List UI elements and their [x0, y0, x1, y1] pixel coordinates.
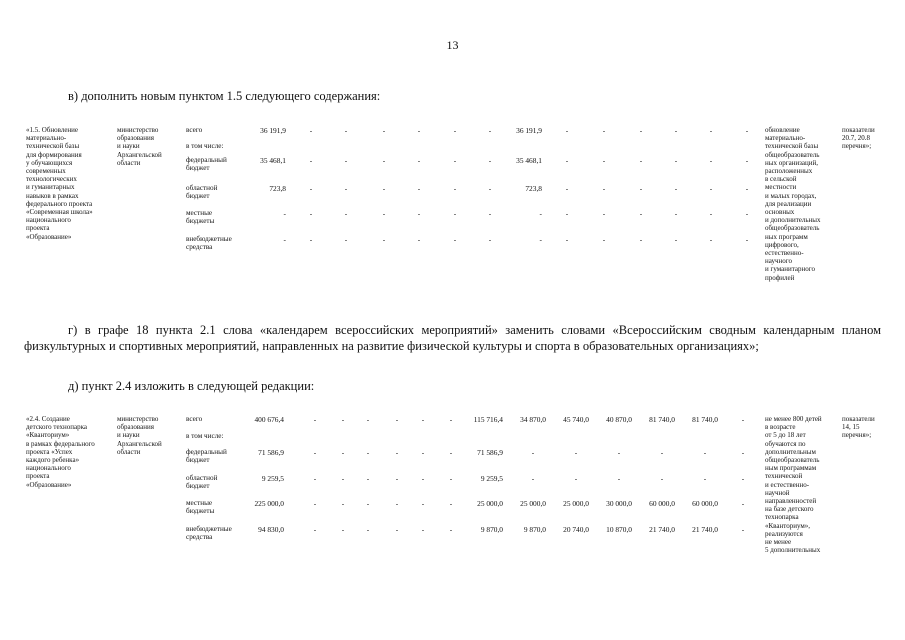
empty-cell-dash: -: [313, 499, 317, 508]
funding-year-value: 71 586,9: [477, 448, 503, 457]
empty-cell-dash: -: [453, 156, 457, 165]
empty-cell-dash: -: [453, 184, 457, 193]
funding-label: местные бюджеты: [186, 499, 215, 516]
row-result: не менее 800 детей в возрасте от 5 до 18 лет обучаются по дополнительным общеобразователь ным программам технической и естественно- научной направленностей на базе детского технопарка «Кванториум», реализуются не менее 5 дополнительных: [765, 415, 822, 555]
empty-cell-dash: -: [395, 525, 399, 534]
funding-year-value: 25 000,0: [477, 499, 503, 508]
funding-label: федеральный бюджет: [186, 448, 227, 465]
empty-cell-dash: -: [741, 415, 745, 424]
funding-total: 225 000,0: [254, 499, 284, 508]
empty-cell-dash: -: [449, 474, 453, 483]
empty-cell-dash: -: [382, 235, 386, 244]
funding-year-value: 9 259,5: [480, 474, 503, 483]
funding-year-value: 9 870,0: [523, 525, 546, 534]
paragraph-d: д) пункт 2.4 изложить в следующей редакции:: [68, 379, 315, 393]
empty-cell-dash: -: [309, 184, 313, 193]
empty-cell-dash: -: [660, 448, 664, 457]
row-indicators: показатели 14, 15 перечня»;: [842, 415, 875, 440]
empty-cell-dash: -: [488, 184, 492, 193]
row-name: «1.5. Обновление материально- технической базы для формирования у обучающихся современных технологических и гуманитарных навыков в рамках федерального проекта «Современная школа» национального проекта «Образование»: [26, 126, 93, 241]
empty-cell-dash: -: [674, 209, 678, 218]
empty-cell-dash: -: [745, 126, 749, 135]
empty-cell-dash: -: [639, 184, 643, 193]
empty-cell-dash: -: [745, 235, 749, 244]
funding-year-value: -: [539, 209, 542, 218]
empty-cell-dash: -: [617, 448, 621, 457]
empty-cell-dash: -: [309, 209, 313, 218]
empty-cell-dash: -: [382, 126, 386, 135]
funding-label: внебюджетные средства: [186, 525, 232, 542]
funding-total: 723,8: [269, 184, 286, 193]
empty-cell-dash: -: [417, 156, 421, 165]
funding-total: 94 830,0: [258, 525, 284, 534]
empty-cell-dash: -: [313, 448, 317, 457]
funding-year-value: 40 870,0: [606, 415, 632, 424]
empty-cell-dash: -: [309, 126, 313, 135]
funding-label: всего: [186, 126, 203, 134]
paragraph-g: г) в графе 18 пункта 2.1 слова «календарем всероссийских мероприятий» заменить словами «Всероссийским сводным календарным планом физкультурных и спортивных мероприятий, направленных на развитие физической культуры и спорта в образовательных организациях»;: [24, 323, 881, 353]
empty-cell-dash: -: [531, 448, 535, 457]
funding-label: всего: [186, 415, 203, 423]
empty-cell-dash: -: [709, 209, 713, 218]
empty-cell-dash: -: [366, 499, 370, 508]
empty-cell-dash: -: [709, 126, 713, 135]
paragraph-v: в) дополнить новым пунктом 1.5 следующего содержания:: [68, 89, 381, 103]
empty-cell-dash: -: [745, 156, 749, 165]
empty-cell-dash: -: [421, 525, 425, 534]
funding-year-value: 34 870,0: [520, 415, 546, 424]
empty-cell-dash: -: [703, 474, 707, 483]
funding-year-value: 723,8: [525, 184, 542, 193]
empty-cell-dash: -: [531, 474, 535, 483]
empty-cell-dash: -: [602, 126, 606, 135]
empty-cell-dash: -: [313, 525, 317, 534]
empty-cell-dash: -: [417, 235, 421, 244]
empty-cell-dash: -: [660, 474, 664, 483]
empty-cell-dash: -: [488, 126, 492, 135]
empty-cell-dash: -: [639, 235, 643, 244]
funding-total: 36 191,9: [260, 126, 286, 135]
empty-cell-dash: -: [344, 156, 348, 165]
empty-cell-dash: -: [341, 448, 345, 457]
empty-cell-dash: -: [674, 184, 678, 193]
funding-year-value: 25 000,0: [520, 499, 546, 508]
page-number: 13: [446, 38, 459, 52]
funding-label: внебюджетные средства: [186, 235, 232, 252]
empty-cell-dash: -: [421, 415, 425, 424]
funding-year-value: 115 716,4: [473, 415, 503, 424]
funding-year-value: 45 740,0: [563, 415, 589, 424]
funding-total: -: [283, 235, 286, 244]
funding-year-value: 35 468,1: [516, 156, 542, 165]
empty-cell-dash: -: [639, 209, 643, 218]
empty-cell-dash: -: [344, 126, 348, 135]
row-executor: министерство образования и науки Архангельской области: [117, 126, 162, 167]
empty-cell-dash: -: [741, 499, 745, 508]
funding-year-value: 21 740,0: [692, 525, 718, 534]
empty-cell-dash: -: [341, 474, 345, 483]
empty-cell-dash: -: [574, 474, 578, 483]
funding-total: 400 676,4: [254, 415, 284, 424]
empty-cell-dash: -: [674, 235, 678, 244]
funding-total: -: [283, 209, 286, 218]
row-executor: министерство образования и науки Архангельской области: [117, 415, 162, 456]
empty-cell-dash: -: [309, 156, 313, 165]
funding-year-value: 25 000,0: [563, 499, 589, 508]
empty-cell-dash: -: [574, 448, 578, 457]
empty-cell-dash: -: [565, 156, 569, 165]
empty-cell-dash: -: [565, 235, 569, 244]
empty-cell-dash: -: [421, 448, 425, 457]
funding-year-value: 81 740,0: [649, 415, 675, 424]
empty-cell-dash: -: [453, 126, 457, 135]
empty-cell-dash: -: [741, 525, 745, 534]
empty-cell-dash: -: [417, 184, 421, 193]
funding-year-value: 30 000,0: [606, 499, 632, 508]
funding-label: областной бюджет: [186, 184, 218, 201]
empty-cell-dash: -: [703, 448, 707, 457]
empty-cell-dash: -: [741, 448, 745, 457]
funding-year-value: 81 740,0: [692, 415, 718, 424]
empty-cell-dash: -: [417, 126, 421, 135]
funding-label: областной бюджет: [186, 474, 218, 491]
empty-cell-dash: -: [341, 499, 345, 508]
empty-cell-dash: -: [709, 235, 713, 244]
row-result: обновление материально- технической базы общеобразователь ных организаций, расположенных в сельской местности и малых городах, для реализации основных и дополнительных общеобразователь ных программ цифрового, естественно- научного и гуманитарного профилей: [765, 126, 821, 282]
empty-cell-dash: -: [602, 235, 606, 244]
empty-cell-dash: -: [602, 209, 606, 218]
funding-total: 35 468,1: [260, 156, 286, 165]
empty-cell-dash: -: [449, 499, 453, 508]
empty-cell-dash: -: [313, 474, 317, 483]
empty-cell-dash: -: [741, 474, 745, 483]
empty-cell-dash: -: [602, 184, 606, 193]
funding-year-value: 36 191,9: [516, 126, 542, 135]
empty-cell-dash: -: [344, 235, 348, 244]
funding-label: в том числе:: [186, 432, 224, 440]
empty-cell-dash: -: [674, 156, 678, 165]
funding-total: 9 259,5: [261, 474, 284, 483]
empty-cell-dash: -: [674, 126, 678, 135]
empty-cell-dash: -: [565, 209, 569, 218]
funding-year-value: 10 870,0: [606, 525, 632, 534]
empty-cell-dash: -: [395, 474, 399, 483]
empty-cell-dash: -: [617, 474, 621, 483]
empty-cell-dash: -: [395, 415, 399, 424]
empty-cell-dash: -: [449, 448, 453, 457]
empty-cell-dash: -: [382, 209, 386, 218]
funding-year-value: 60 000,0: [649, 499, 675, 508]
funding-year-value: 60 000,0: [692, 499, 718, 508]
empty-cell-dash: -: [421, 474, 425, 483]
empty-cell-dash: -: [395, 499, 399, 508]
row-indicators: показатели 20.7, 20.8 перечня»;: [842, 126, 875, 151]
empty-cell-dash: -: [639, 126, 643, 135]
empty-cell-dash: -: [366, 415, 370, 424]
empty-cell-dash: -: [421, 499, 425, 508]
empty-cell-dash: -: [488, 156, 492, 165]
empty-cell-dash: -: [344, 209, 348, 218]
empty-cell-dash: -: [453, 209, 457, 218]
empty-cell-dash: -: [453, 235, 457, 244]
funding-year-value: 9 870,0: [480, 525, 503, 534]
funding-label: в том числе:: [186, 142, 224, 150]
empty-cell-dash: -: [709, 184, 713, 193]
empty-cell-dash: -: [565, 184, 569, 193]
empty-cell-dash: -: [488, 209, 492, 218]
empty-cell-dash: -: [366, 474, 370, 483]
funding-year-value: -: [539, 235, 542, 244]
empty-cell-dash: -: [341, 415, 345, 424]
funding-year-value: 21 740,0: [649, 525, 675, 534]
empty-cell-dash: -: [709, 156, 713, 165]
empty-cell-dash: -: [565, 126, 569, 135]
empty-cell-dash: -: [382, 184, 386, 193]
empty-cell-dash: -: [449, 415, 453, 424]
empty-cell-dash: -: [366, 525, 370, 534]
empty-cell-dash: -: [382, 156, 386, 165]
empty-cell-dash: -: [417, 209, 421, 218]
empty-cell-dash: -: [395, 448, 399, 457]
empty-cell-dash: -: [313, 415, 317, 424]
empty-cell-dash: -: [602, 156, 606, 165]
empty-cell-dash: -: [309, 235, 313, 244]
empty-cell-dash: -: [341, 525, 345, 534]
empty-cell-dash: -: [639, 156, 643, 165]
funding-label: местные бюджеты: [186, 209, 215, 226]
empty-cell-dash: -: [449, 525, 453, 534]
empty-cell-dash: -: [745, 184, 749, 193]
empty-cell-dash: -: [488, 235, 492, 244]
empty-cell-dash: -: [366, 448, 370, 457]
funding-label: федеральный бюджет: [186, 156, 227, 173]
funding-total: 71 586,9: [258, 448, 284, 457]
empty-cell-dash: -: [344, 184, 348, 193]
funding-year-value: 20 740,0: [563, 525, 589, 534]
empty-cell-dash: -: [745, 209, 749, 218]
row-name: «2.4. Создание детского технопарка «Кванториум» в рамках федерального проекта «Успех каждого ребенка» национального проекта «Образование»: [26, 415, 95, 489]
